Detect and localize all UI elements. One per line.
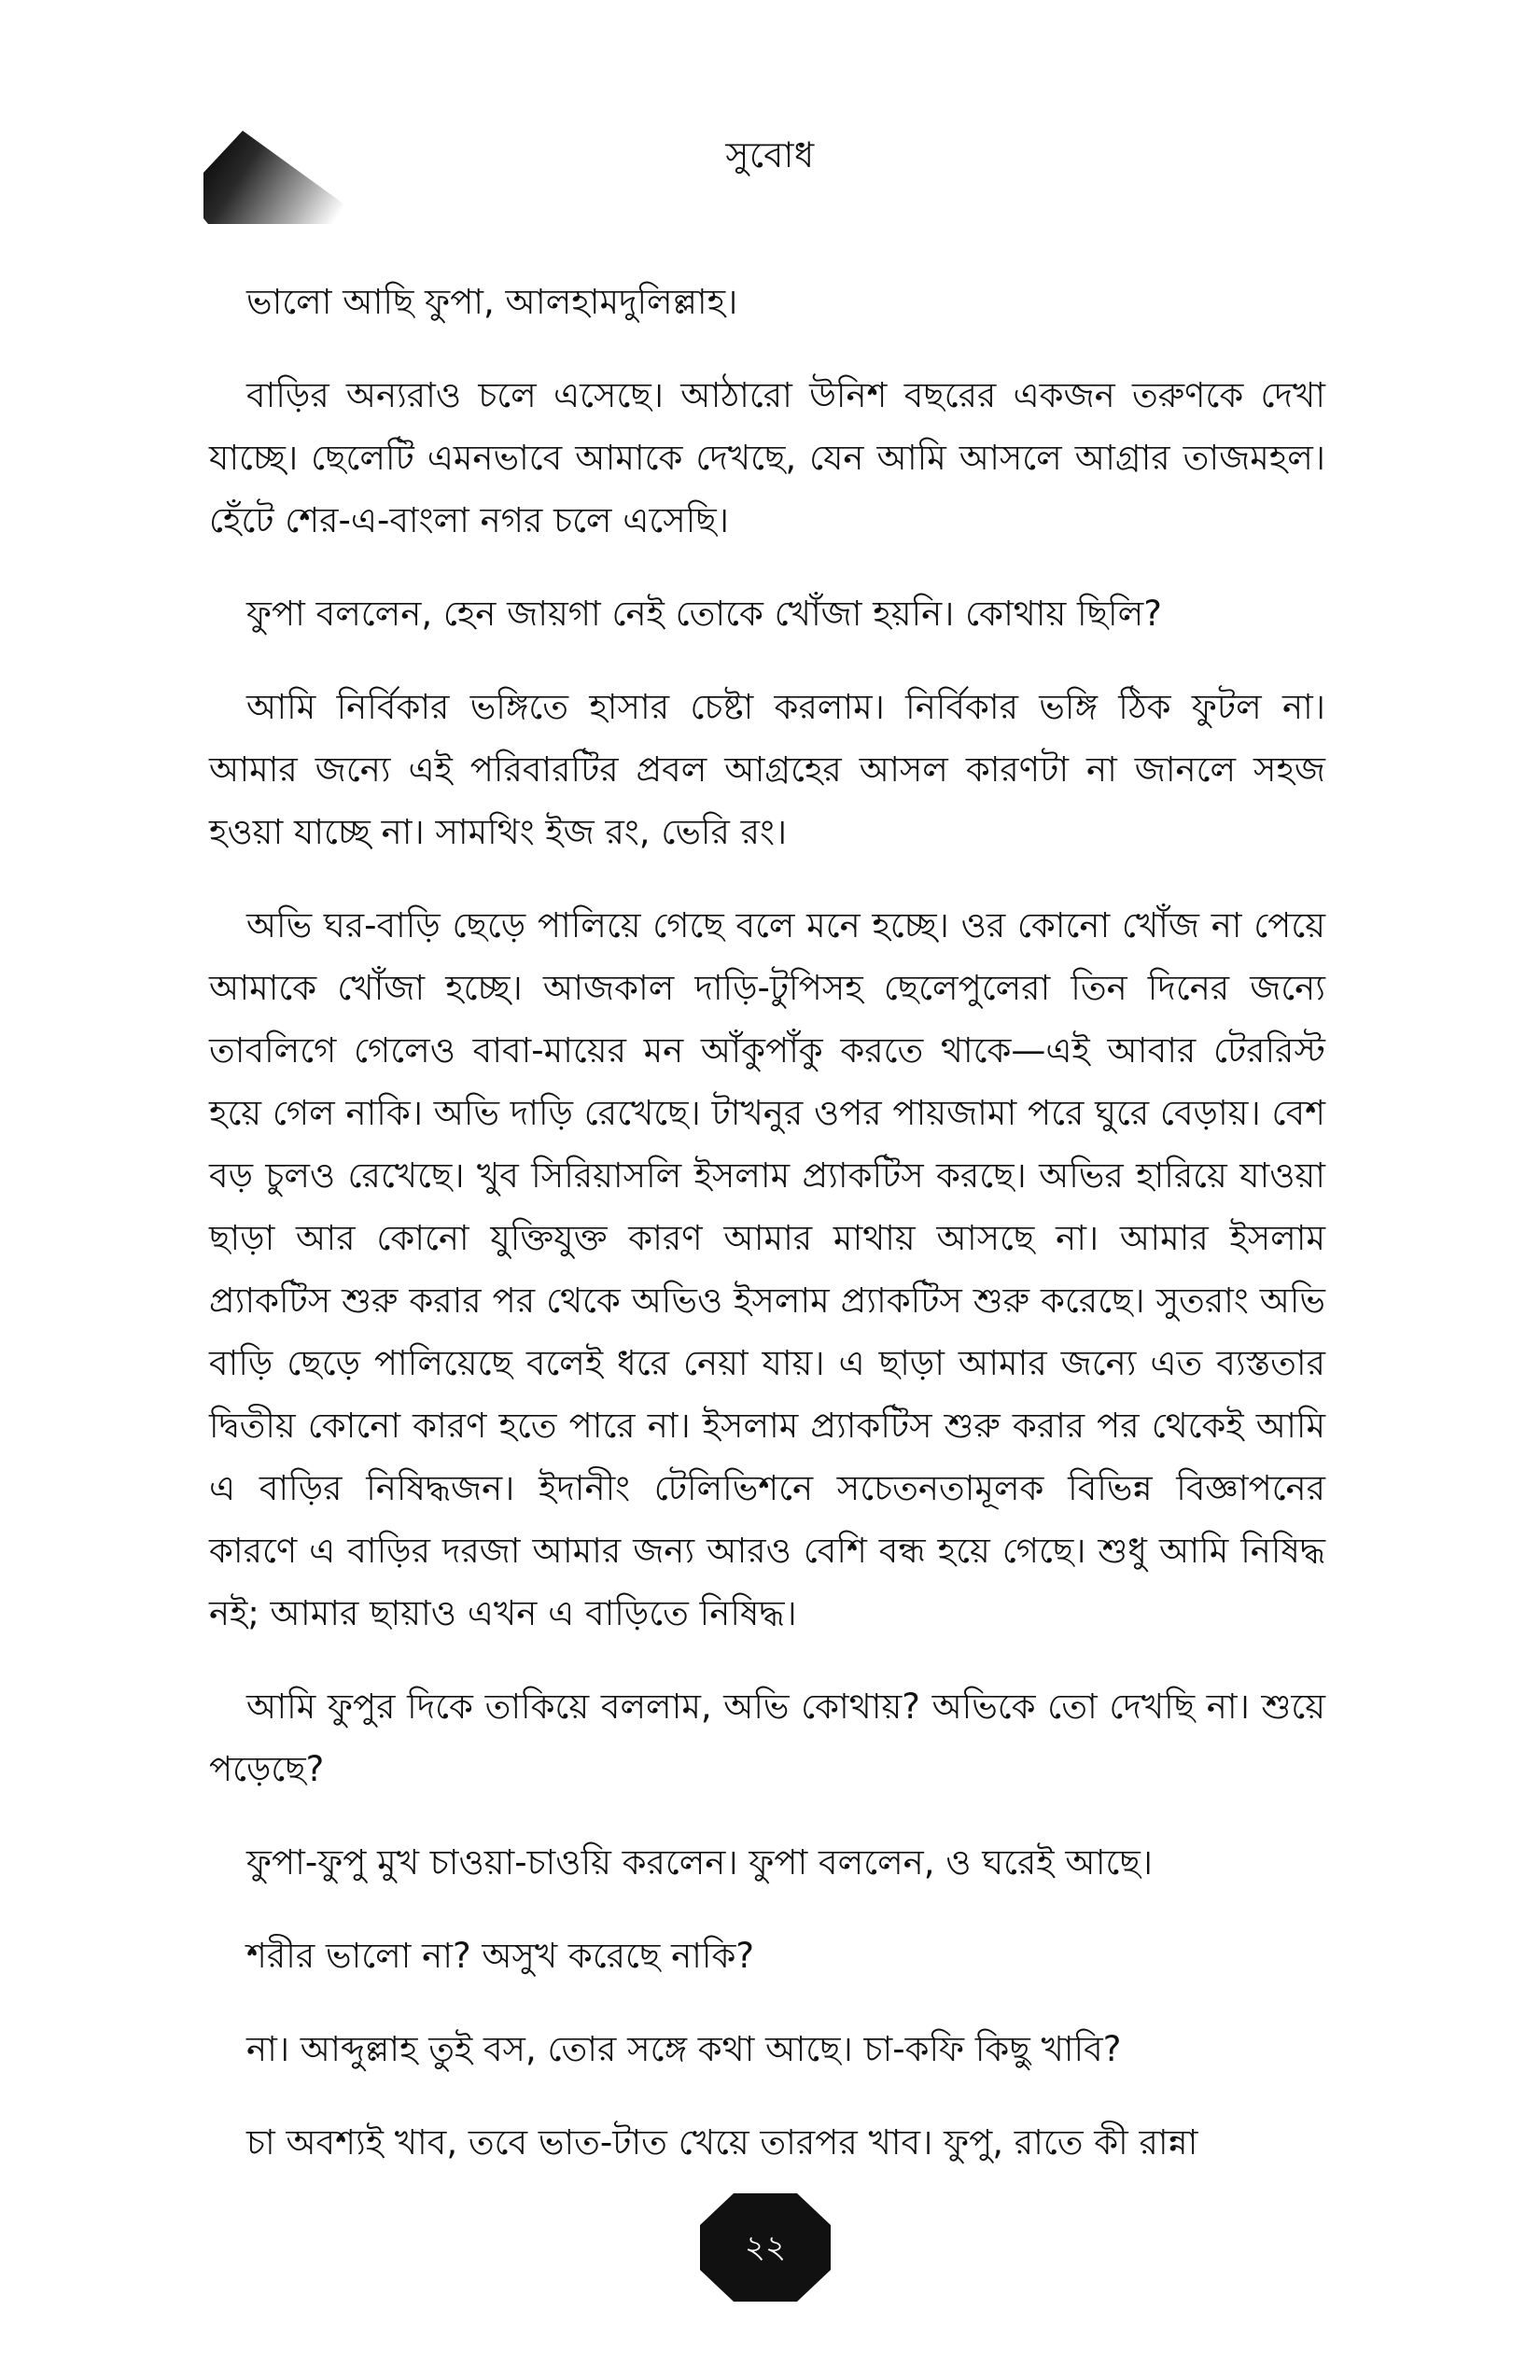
paragraph: ভালো আছি ফুপা, আলহামদুলিল্লাহ। <box>246 282 738 322</box>
paragraph: বাড়ির অন্যরাও চলে এসেছে। আঠারো উনিশ বছরের একজন তরুণকে দেখা যাচ্ছে। ছেলেটি এমনভাবে আমাকে দেখছে, যেন আমি আসলে আগ্রার তাজমহল। হেঁটে শের-এ-বাংলা নগর চলে এসেছি। <box>209 375 1325 540</box>
paragraph: আমি নির্বিকার ভঙ্গিতে হাসার চেষ্টা করলাম। নির্বিকার ভঙ্গি ঠিক ফুটল না। আমার জন্যে এই পরিবারটির প্রবল আগ্রহের আসল কারণটা না জানলে সহজ হওয়া যাচ্ছে না। সামথিং ইজ রং, ভেরি রং। <box>209 687 1325 852</box>
running-head: সুবোধ <box>725 134 815 175</box>
paragraph: না। আব্দুল্লাহ তুই বস, তোর সঙ্গে কথা আছে। চা-কফি কিছু খাবি? <box>246 2029 1122 2069</box>
paragraph: শরীর ভালো না? অসুখ করেছে নাকি? <box>246 1936 755 1976</box>
paragraph: ফুপা বললেন, হেন জায়গা নেই তোকে খোঁজা হয়নি। কোথায় ছিলি? <box>246 594 1162 634</box>
page-number: ২২ <box>744 2229 787 2266</box>
body-text <box>209 271 1325 2205</box>
paragraph: চা অবশ্যই খাব, তবে ভাত-টাত খেয়ে তারপর খাব। ফুপু, রাতে কী রান্না <box>246 2122 1198 2163</box>
paragraph: আমি ফুপুর দিকে তাকিয়ে বললাম, অভি কোথায়? অভিকে তো দেখছি না। শুয়ে পড়েছে? <box>209 1687 1325 1789</box>
paragraph: অভি ঘর-বাড়ি ছেড়ে পালিয়ে গেছে বলে মনে হচ্ছে। ওর কোনো খোঁজ না পেয়ে আমাকে খোঁজা হচ্ছে। আজকাল দাড়ি-টুপিসহ ছেলেপুলেরা তিন দিনের জন্যে তাবলিগে গেলেও বাবা-মায়ের মন আঁকুপাঁকু করতে থাকে—এই আবার টেররিস্ট হয়ে গেল নাকি। অভি দাড়ি রেখেছে। টাখনুর ওপর পায়জামা পরে ঘুরে বেড়ায়। বেশ বড় চুলও রেখেছে। খুব সিরিয়াসলি ইসলাম প্র্যাকটিস করছে। অভির হারিয়ে যাওয়া ছাড়া আর কোনো যুক্তিযুক্ত কারণ আমার মাথায় আসছে না। আমার ইসলাম প্র্যাকটিস শুরু করার পর থেকে অভিও ইসলাম প্র্যাকটিস শুরু করেছে। সুতরাং অভি বাড়ি ছেড়ে পালিয়েছে বলেই ধরে নেয়া যায়। এ ছাড়া আমার জন্যে এত ব্যস্ততার দ্বিতীয় কোনো কারণ হতে পারে না। ইসলাম প্র্যাকটিস শুরু করার পর থেকেই আমি এ বাড়ির নিষিদ্ধজন। ইদানীং টেলিভিশনে সচেতনতামূলক বিভিন্ন বিজ্ঞাপনের কারণে এ বাড়ির দরজা আমার জন্য আরও বেশি বন্ধ হয়ে গেছে। শুধু আমি নিষিদ্ধ নই; আমার ছায়াও এখন এ বাড়িতে নিষিদ্ধ। <box>209 905 1325 1633</box>
paragraph: ফুপা-ফুপু মুখ চাওয়া-চাওয়ি করলেন। ফুপা বললেন, ও ঘরেই আছে। <box>246 1842 1153 1883</box>
page-number-badge <box>700 2193 831 2302</box>
